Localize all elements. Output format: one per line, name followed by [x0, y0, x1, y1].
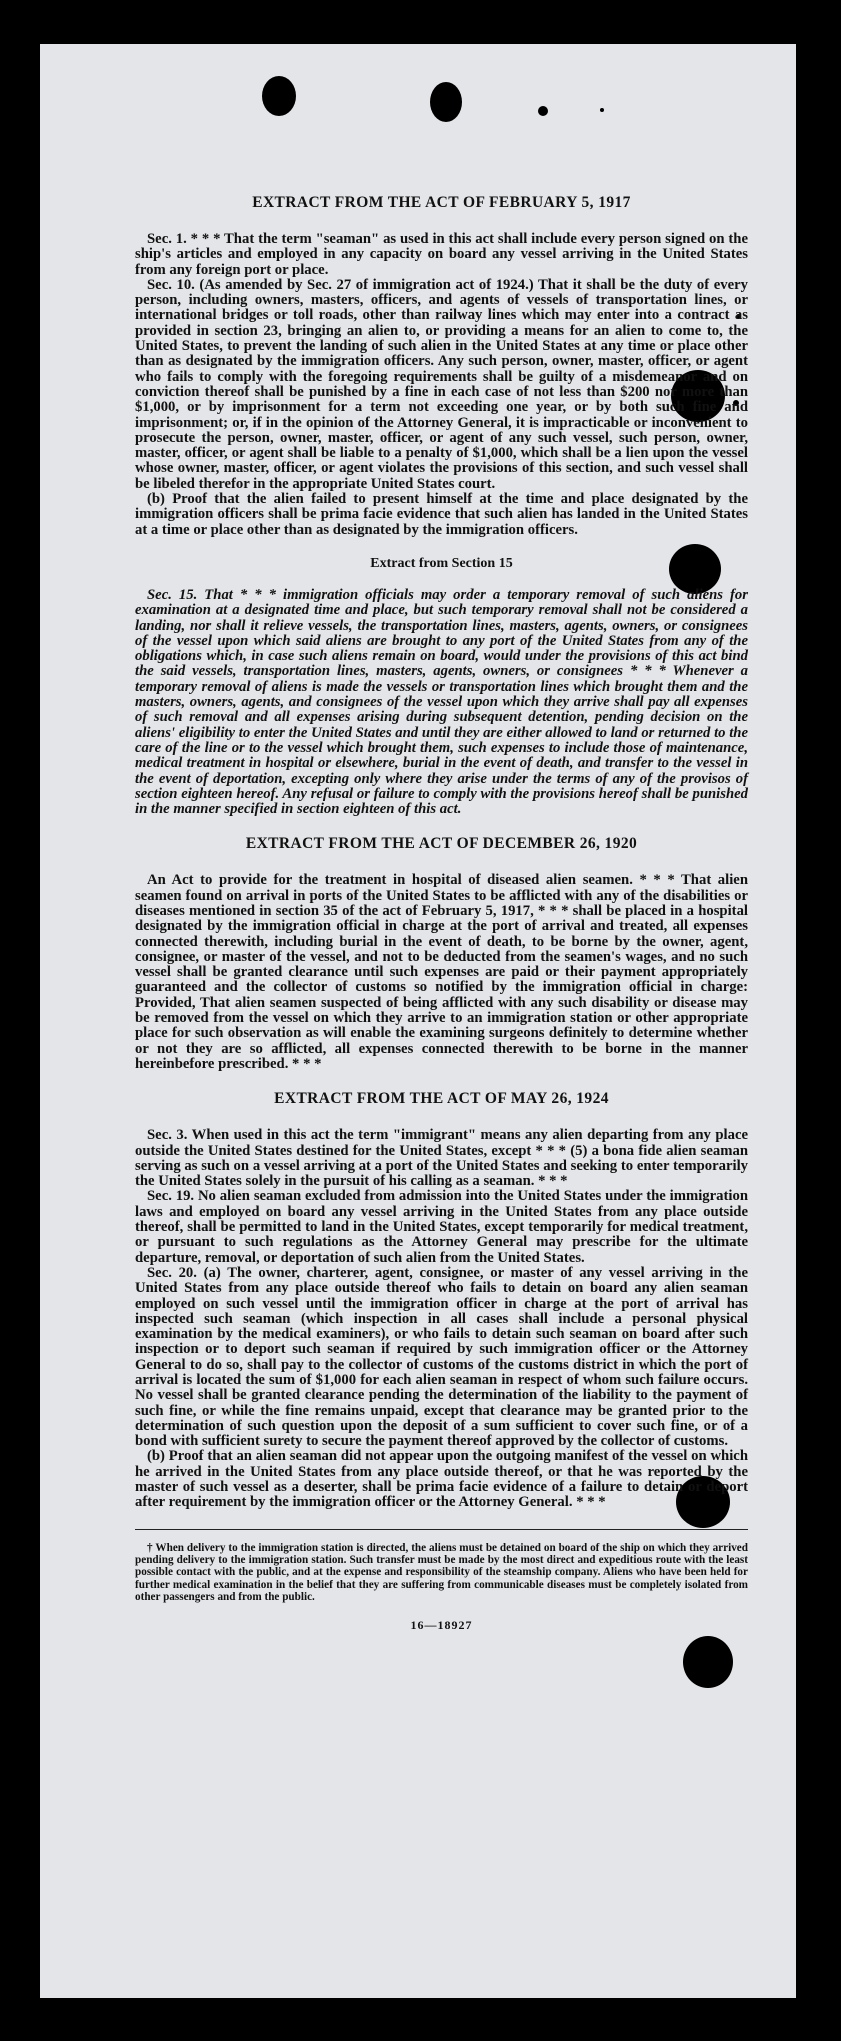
punch-hole — [262, 76, 296, 116]
punch-hole — [683, 1636, 733, 1688]
section-1-paragraph: Sec. 1. * * * That the term "seaman" as used in this act shall include every person signed on the ship's articles and employed in any capacity on board any vessel arriving in the United States from any foreign port or place. — [135, 231, 748, 278]
form-code: 16—18927 — [410, 1617, 473, 1632]
section-10-paragraph: Sec. 10. (As amended by Sec. 27 of immigration act of 1924.) That it shall be the duty of every person, including owners, masters, officers, and agents of vessels of transportation lines, or international bridges or toll roads, other than railway lines which may enter into a contract as provided in section 23, bringing an alien to, or providing a means for an alien to come to, the United States, to prevent the landing of such alien in the United States at any time or place other than as designated by the immigration officers. Any such person, owner, master, officer, or agent who fails to comply with the foregoing requirements shall be guilty of a misdemeanor and on conviction thereof shall be punished by a fine in each case of not less than $200 nor more than $1,000, or by imprisonment for a term not exceeding one year, or by both such fine and imprisonment; or, if in the opinion of the Attorney General, it is impracticable or inconvenient to prosecute the person, owner, master, officer, or agent of any such vessel, such person, owner, master, officer, or agent shall be liable to a penalty of $1,000, which shall be a lien upon the vessel whose owner, master, officer, or agent violates the provisions of this section, and such vessel shall be libeled therefor in the appropriate United States court. — [135, 276, 748, 492]
section-19-paragraph: Sec. 19. No alien seaman excluded from admission into the United States under the immigration laws and employed on board any vessel arriving in the United States from any place outside thereof, shall be permitted to land in the United States, except temporarily for medical treatment, or pursuant to such regulations as the Attorney General may prescribe for the ultimate departure, removal, or deportation of such alien from the United States. — [135, 1188, 748, 1266]
footnote: † When delivery to the immigration station is directed, the aliens must be detained on board of the ship on which they arrived pending delivery to the immigration station. Such transfer must be made by the most direct and expeditious route with the least possible contact with the public, and at the expense and responsibility of the steamship company. Aliens who have been held for further medical examination in the belief that they are suffering from communicable diseases must be completely isolated from other passengers and from the public. — [135, 1541, 748, 1604]
heading-act-1924: EXTRACT FROM THE ACT OF MAY 26, 1924 — [274, 1090, 609, 1108]
heading-act-1920: EXTRACT FROM THE ACT OF DECEMBER 26, 1920 — [245, 835, 638, 853]
act-1920-paragraph: An Act to provide for the treatment in hospital of diseased alien seamen. * * * That alien seamen found on arrival in ports of the United States to be afflicted with any of the disabilities or diseases mentioned in section 35 of the act of February 5, 1917, * * * shall be placed in a hospital designated by the immigration official in charge at the port of arrival and treated, all expenses connected therewith, including burial in the event of death, to be borne by the owner, agent, consignee, or master of the vessel, and not to be deducted from the seamen's wages, and no such vessel shall be granted clearance until such expenses are paid or their payment appropriately guaranteed and the collector of customs so notified by the immigration official in charge: Provided, That alien seamen suspected of being afflicted with any such disability or disease may be removed from the vessel on which they arrive to an immigration station or other appropriate place for such observation as will enable the examining surgeons definitely to determine whether or not they are so afflicted, all expenses connected therewith to be borne in the manner hereinbefore prescribed. * * * — [135, 872, 748, 1072]
section-10b-paragraph: (b) Proof that the alien failed to present himself at the time and place designated by the immigration officers shall be prima facie evidence that such alien has landed in the United States at a time or place other than as designated by the immigration officers. — [135, 491, 748, 538]
heading-section-15: Extract from Section 15 — [370, 555, 513, 571]
section-20b-paragraph: (b) Proof that an alien seaman did not appear upon the outgoing manifest of the vessel on which he arrived in the United States from any place outside thereof, or that he was reported by the master of such vessel as a deserter, shall be prima facie evidence of a failure to detain or deport after requirement by the immigration officer or the Attorney General. * * * — [135, 1448, 748, 1511]
punch-hole — [430, 82, 462, 122]
document-page — [40, 44, 796, 1998]
section-3-paragraph: Sec. 3. When used in this act the term "immigrant" means any alien departing from any place outside the United States destined for the United States, except * * * (5) a bona fide alien seaman serving as such on a vessel arriving at a port of the United States and seeking to enter temporarily the United States solely in the pursuit of his calling as a seaman. * * * — [135, 1127, 748, 1190]
section-15-paragraph: Sec. 15. That * * * immigration officials may order a temporary removal of such aliens for examination at a designated time and place, but such temporary removal shall not be considered a landing, nor shall it relieve vessels, the transportation lines, masters, agents, owners, or consignees of the vessel upon which said aliens are brought to any port of the United States from any of the obligations which, in case such aliens remain on board, would under the provisions of this act bind the said vessels, transportation lines, masters, agents, owners, or consignees * * * Whenever a temporary removal of aliens is made the vessels or transportation lines which brought them and the masters, owners, agents, and consignees of the vessel upon which they arrive shall pay all expenses of such removal and all expenses arising during subsequent detention, pending decision on the aliens' eligibility to enter the United States and until they are either allowed to land or returned to the care of the line or to the vessel which brought them, such expenses to include those of maintenance, medical treatment in hospital or elsewhere, burial in the event of death, and transfer to the vessel in the event of deportation, excepting only where they arise under the terms of any of the provisos of section eighteen hereof. Any refusal or failure to comply with the provisions hereof shall be punished in the manner specified in section eighteen of this act. — [135, 586, 748, 818]
section-20-paragraph: Sec. 20. (a) The owner, charterer, agent, consignee, or master of any vessel arriving in the United States from any place outside thereof who fails to detain on board any alien seaman employed on such vessel until the immigration officer in charge at the port of arrival has inspected such seaman (which inspection in all cases shall include a personal physical examination by the medical examiners), or who fails to detain such seaman on board after such inspection or to deport such seaman if required by such immigration officer or the Attorney General to do so, shall pay to the collector of customs of the customs district in which the port of arrival is located the sum of $1,000 for each alien seaman in respect of whom such failure occurs. No vessel shall be granted clearance pending the determination of the liability to the payment of such fine, or while the fine remains unpaid, except that clearance may be granted prior to the determination of such question upon the deposit of a sum sufficient to cover such fine, or of a bond with sufficient surety to secure the payment thereof approved by the collector of customs. — [135, 1264, 748, 1450]
speck-mark — [600, 108, 604, 112]
speck-mark — [538, 106, 548, 116]
heading-act-1917: EXTRACT FROM THE ACT OF FEBRUARY 5, 1917 — [252, 194, 631, 211]
document-body — [135, 194, 748, 1633]
footnote-divider — [135, 1529, 748, 1530]
